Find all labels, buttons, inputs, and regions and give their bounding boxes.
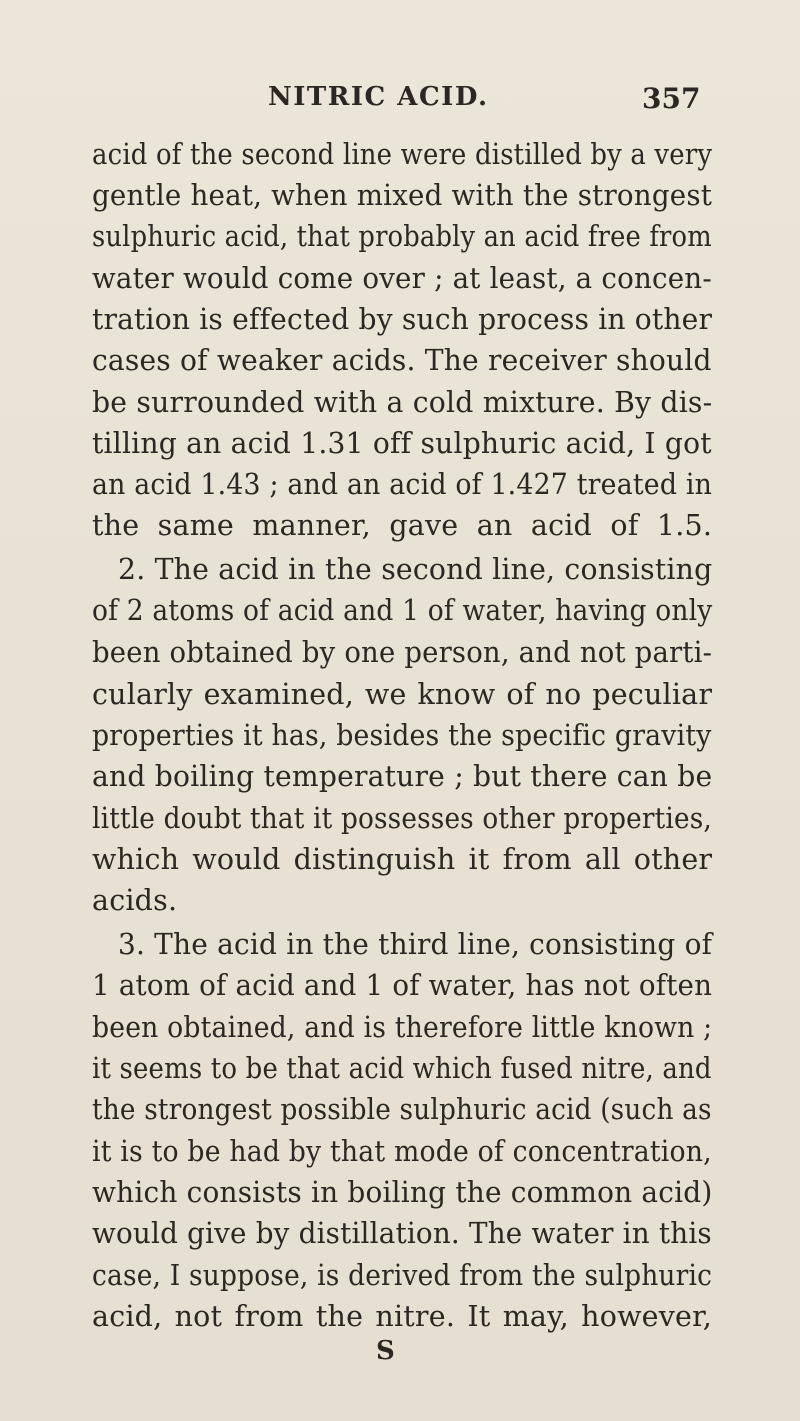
text-line: an acid 1.43 ; and an acid of 1.427 treated in: [92, 468, 713, 501]
text-line: it seems to be that acid which fused nitre, and: [92, 1052, 712, 1085]
text-line: tration is effected by such process in other: [92, 303, 713, 336]
text-line: water would come over ; at least, a concen-: [92, 262, 712, 295]
text-line: acid, not from the nitre. It may, however,: [92, 1300, 713, 1333]
page-number: 357: [642, 82, 701, 115]
text-line: the same manner, gave an acid of 1.5.: [92, 509, 713, 542]
text-line: tilling an acid 1.31 off sulphuric acid, I got: [92, 427, 712, 460]
text-line: been obtained by one person, and not parti-: [92, 636, 713, 669]
text-line: little doubt that it possesses other properties,: [92, 802, 712, 835]
text-line: gentle heat, when mixed with the strongest: [92, 179, 713, 212]
text-line: been obtained, and is therefore little known ;: [92, 1011, 713, 1044]
text-line: be surrounded with a cold mixture. By dis-: [92, 386, 713, 419]
running-title: NITRIC ACID.: [268, 82, 489, 112]
text-line: 2. The acid in the second line, consisting: [118, 553, 713, 586]
text-line: properties it has, besides the specific gravity: [92, 719, 712, 752]
text-line: acids.: [92, 884, 178, 917]
text-line: 1 atom of acid and 1 of water, has not often: [92, 969, 713, 1002]
text-line: which consists in boiling the common acid): [92, 1176, 713, 1209]
text-line: cularly examined, we know of no peculiar: [92, 678, 713, 711]
page-header: [0, 82, 800, 122]
text-line: acid of the second line were distilled by a very: [92, 138, 713, 171]
text-line: which would distinguish it from all other: [92, 843, 713, 876]
text-line: sulphuric acid, that probably an acid free from: [92, 220, 712, 253]
text-line: it is to be had by that mode of concentration,: [92, 1135, 712, 1168]
signature-mark: S: [376, 1336, 395, 1366]
text-line: the strongest possible sulphuric acid (such as: [92, 1093, 712, 1126]
text-line: case, I suppose, is derived from the sulphuric: [92, 1259, 713, 1292]
text-line: of 2 atoms of acid and 1 of water, having only: [92, 594, 713, 627]
text-line: would give by distillation. The water in this: [92, 1217, 712, 1250]
text-line: 3. The acid in the third line, consisting of: [118, 928, 713, 961]
text-line: cases of weaker acids. The receiver should: [92, 344, 712, 377]
text-line: and boiling temperature ; but there can be: [92, 760, 713, 793]
